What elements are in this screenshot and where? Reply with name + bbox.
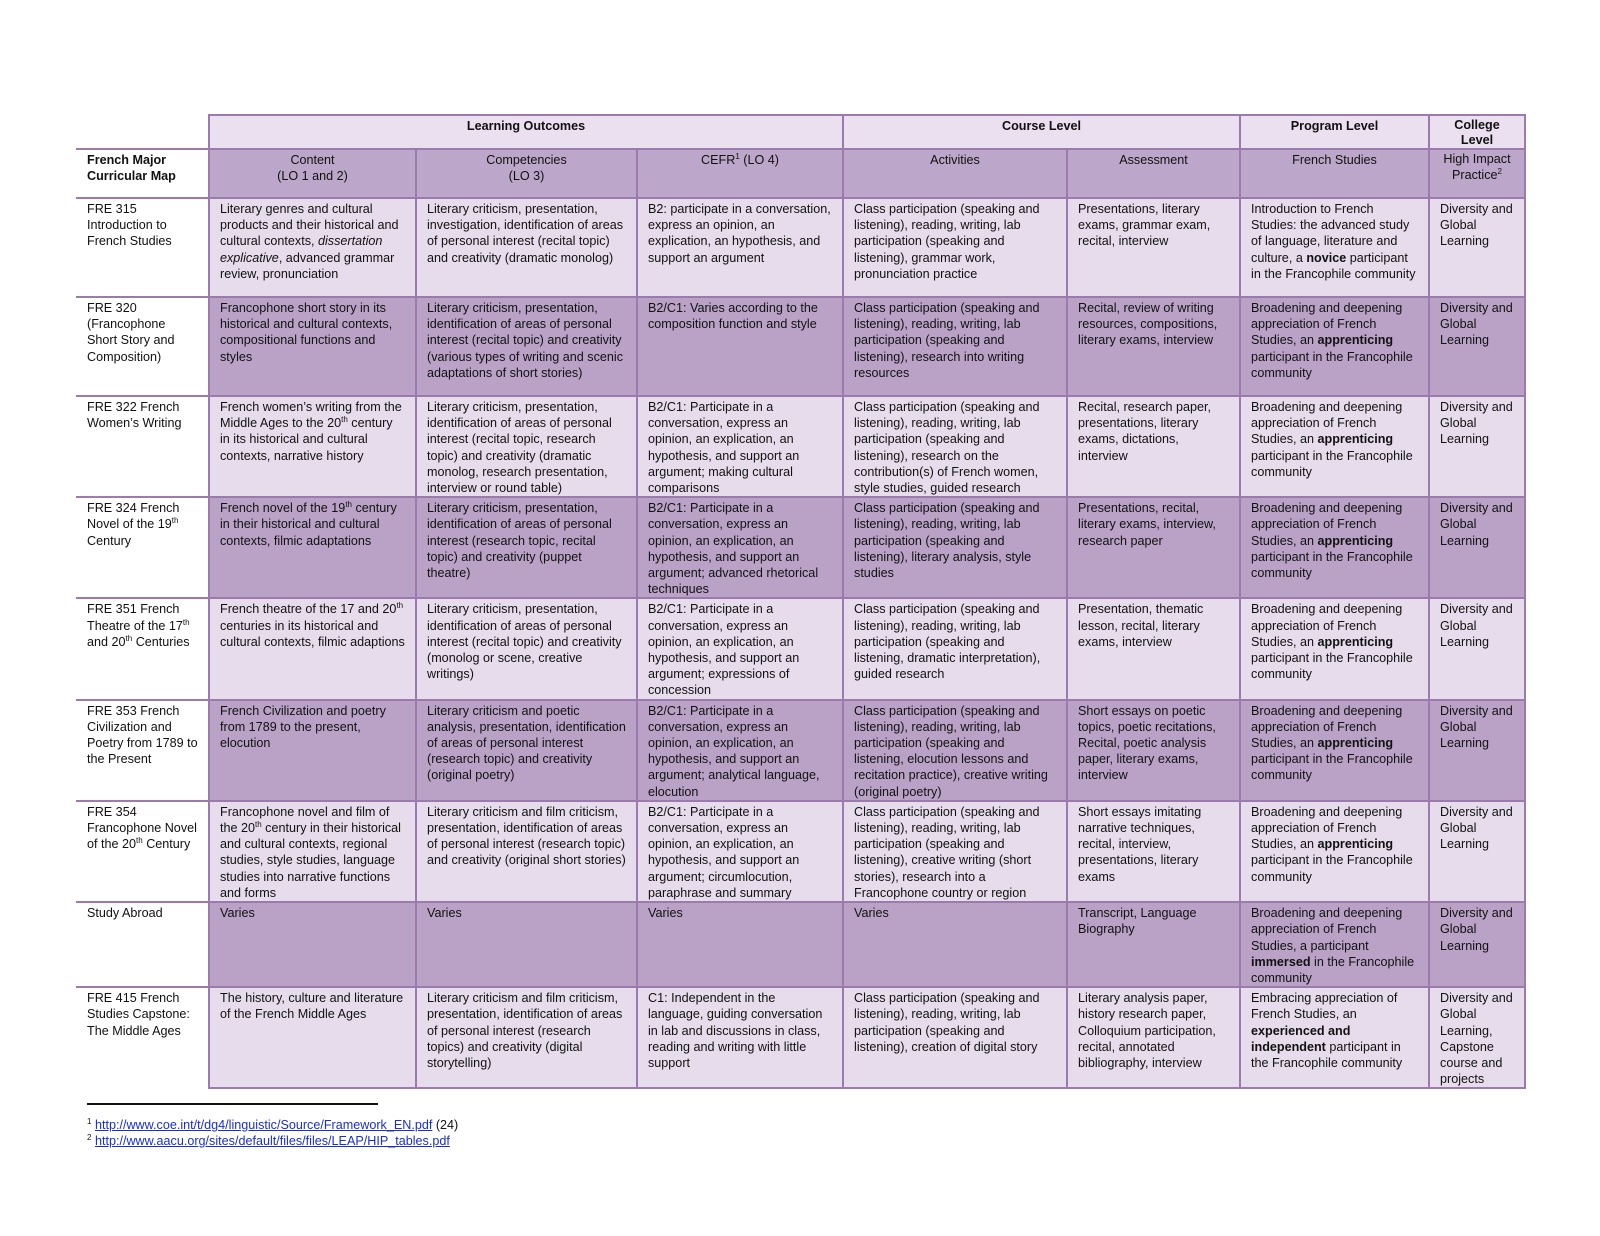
assessment-cell: Presentations, recital, literary exams, interview, research paper [1067,497,1240,598]
table-row [76,396,1525,497]
college-cell: Diversity and Global Learning [1429,700,1525,801]
activities-cell: Class participation (speaking and listening), reading, writing, lab participation (speaking and listening, dramatic interpretation), guided research [843,598,1067,699]
group-header-row [76,115,1525,149]
footnote-2 [87,1134,450,1148]
cefr-cell: B2/C1: Participate in a conversation, express an opinion, an explication, an hypothesis, and support an argument; analytical language, elocution [637,700,843,801]
college-cell: Diversity and Global Learning, Capstone course and projects [1429,987,1525,1088]
cefr-cell: B2/C1: Participate in a conversation, express an opinion, an explication, an hypothesis, and support an argument; circumlocution, paraphrase and summary [637,801,843,902]
group-learning-outcomes: Learning Outcomes [209,115,843,149]
content-cell: French novel of the 19th century in their historical and cultural contexts, filmic adaptations [209,497,416,598]
college-cell: Diversity and Global Learning [1429,598,1525,699]
emphasis-text: dissertation explicative [220,234,383,265]
col-activities: Activities [843,149,1067,198]
competencies-cell: Literary criticism and film criticism, presentation, identification of areas of personal interest (research topics) and creativity (digital storytelling) [416,987,637,1088]
assessment-cell: Recital, review of writing resources, compositions, literary exams, interview [1067,297,1240,396]
course-name: FRE 320 (Francophone Short Story and Composition) [76,297,209,396]
course-name: FRE 354 Francophone Novel of the 20th Century [76,801,209,902]
content-cell: French theatre of the 17 and 20th centuries in its historical and cultural contexts, filmic adaptions [209,598,416,699]
program-emphasis: experienced and independent [1251,1023,1351,1054]
course-name: FRE 351 French Theatre of the 17th and 20th Centuries [76,598,209,699]
program-emphasis: apprenticing [1317,634,1394,649]
col-cefr [637,149,843,198]
competencies-cell: Literary criticism, presentation, identification of areas of personal interest (recital topic) and creativity (various types of writing and scenic adaptations of short stories) [416,297,637,396]
table-row [76,497,1525,598]
table-row [76,700,1525,801]
footnote-link-cefr[interactable]: http://www.coe.int/t/dg4/linguistic/Source/Framework_EN.pdf [94,1118,433,1132]
content-cell: Francophone novel and film of the 20th century in their historical and cultural contexts, regional studies, style studies, language studies into narrative functions and forms [209,801,416,902]
program-emphasis: apprenticing [1317,333,1394,348]
footnote-link-hip[interactable]: http://www.aacu.org/sites/default/files/files/LEAP/HIP_tables.pdf [94,1134,450,1148]
program-cell: Broadening and deepening appreciation of French Studies, an apprenticing participant in the Francophile community [1240,497,1429,598]
college-cell: Diversity and Global Learning [1429,497,1525,598]
program-cell: Introduction to French Studies: the advanced study of language, literature and culture, a novice participant in the Francophile community [1240,198,1429,297]
program-cell: Broadening and deepening appreciation of French Studies, an apprenticing participant in the Francophile community [1240,598,1429,699]
program-cell: Broadening and deepening appreciation of French Studies, an apprenticing participant in the Francophile community [1240,297,1429,396]
footnote-mark: 2 [87,1132,92,1142]
content-cell: French women’s writing from the Middle Ages to the 20th century in its historical and cultural contexts, narrative history [209,396,416,497]
content-cell: Varies [209,902,416,987]
competencies-cell: Varies [416,902,637,987]
group-program-level: Program Level [1240,115,1429,149]
table-row [76,801,1525,902]
footnote-1 [87,1118,458,1132]
table-row [76,902,1525,987]
program-cell: Broadening and deepening appreciation of French Studies, an apprenticing participant in the Francophile community [1240,396,1429,497]
group-college-level: College Level [1429,115,1525,149]
program-cell: Broadening and deepening appreciation of French Studies, an apprenticing participant in the Francophile community [1240,700,1429,801]
program-cell: Broadening and deepening appreciation of French Studies, a participant immersed in the Francophile community [1240,902,1429,987]
activities-cell: Class participation (speaking and listening), reading, writing, lab participation (speaking and listening), grammar work, pronunciation practice [843,198,1067,297]
table-title: French Major Curricular Map [76,149,209,198]
activities-cell: Class participation (speaking and listening), reading, writing, lab participation (speaking and listening), research into writing resources [843,297,1067,396]
table-row [76,987,1525,1088]
program-cell: Embracing appreciation of French Studies, an experienced and independent participant in the Francophile community [1240,987,1429,1088]
curricular-map-table [76,114,1526,1089]
col-cefr-sub: (LO 4) [739,153,779,167]
course-name: FRE 353 French Civilization and Poetry from 1789 to the Present [76,700,209,801]
program-cell: Broadening and deepening appreciation of French Studies, an apprenticing participant in the Francophile community [1240,801,1429,902]
table-row [76,198,1525,297]
footnote-mark: 1 [87,1116,92,1126]
competencies-cell: Literary criticism, presentation, identification of areas of personal interest (recital topic) and creativity (monolog or scene, creative writings) [416,598,637,699]
cefr-cell: B2/C1: Varies according to the composition function and style [637,297,843,396]
activities-cell: Varies [843,902,1067,987]
course-name: FRE 324 French Novel of the 19th Century [76,497,209,598]
content-cell: French Civilization and poetry from 1789 to the present, elocution [209,700,416,801]
footnote-suffix: (24) [432,1118,459,1132]
col-competencies [416,149,637,198]
content-cell: Literary genres and cultural products and their historical and cultural contexts, dissertation explicative, advanced grammar review, pronunciation [209,198,416,297]
college-cell: Diversity and Global Learning [1429,297,1525,396]
program-emphasis: apprenticing [1317,837,1394,852]
college-cell: Diversity and Global Learning [1429,801,1525,902]
corner-blank [76,115,209,149]
cefr-cell: B2/C1: Participate in a conversation, express an opinion, an explication, an hypothesis, and support an argument; expressions of concession [637,598,843,699]
assessment-cell: Literary analysis paper, history research paper, Colloquium participation, recital, annotated bibliography, interview [1067,987,1240,1088]
col-competencies-sub: (LO 3) [508,169,545,184]
program-emphasis: apprenticing [1317,533,1394,548]
footnote-ref-2: 2 [1497,166,1502,176]
assessment-cell: Recital, research paper, presentations, literary exams, dictations, interview [1067,396,1240,497]
assessment-cell: Transcript, Language Biography [1067,902,1240,987]
col-content-label: Content [290,153,335,167]
course-name: Study Abroad [76,902,209,987]
col-french-studies: French Studies [1240,149,1429,198]
col-hip [1429,149,1525,198]
table-row [76,297,1525,396]
cefr-cell: B2: participate in a conversation, express an opinion, an explication, an hypothesis, and support an argument [637,198,843,297]
competencies-cell: Literary criticism, presentation, identification of areas of personal interest (recital topic, research topic) and creativity (dramatic monolog, research presentation, interview or round table) [416,396,637,497]
footnote-ref-1: 1 [735,151,740,161]
col-content-sub: (LO 1 and 2) [277,169,348,184]
cefr-cell: B2/C1: Participate in a conversation, express an opinion, an explication, an hypothesis, and support an argument; advanced rhetorical techniques [637,497,843,598]
program-emphasis: apprenticing [1317,736,1394,751]
program-emphasis: novice [1306,250,1347,265]
col-competencies-label: Competencies [486,153,567,167]
footnote-divider [87,1103,378,1105]
program-emphasis: immersed [1251,954,1311,969]
activities-cell: Class participation (speaking and listening), reading, writing, lab participation (speaking and listening, elocution lessons and recitation practice), creative writing (original poetry) [843,700,1067,801]
course-name: FRE 315 Introduction to French Studies [76,198,209,297]
content-cell: Francophone short story in its historical and cultural contexts, compositional functions and styles [209,297,416,396]
col-content [209,149,416,198]
competencies-cell: Literary criticism, presentation, identification of areas of personal interest (research topic, recital topic) and creativity (puppet theatre) [416,497,637,598]
competencies-cell: Literary criticism and poetic analysis, presentation, identification of areas of personal interest (research topic) and creativity (original poetry) [416,700,637,801]
course-name: FRE 415 French Studies Capstone: The Middle Ages [87,991,190,1038]
table-row [76,598,1525,699]
activities-cell: Class participation (speaking and listening), reading, writing, lab participation (speaking and listening), creation of digital story [843,987,1067,1088]
content-cell: The history, culture and literature of the French Middle Ages [209,987,416,1088]
competencies-cell: Literary criticism and film criticism, presentation, identification of areas of personal interest (research topic) and creativity (original short stories) [416,801,637,902]
program-emphasis: apprenticing [1317,432,1394,447]
cefr-cell: B2/C1: Participate in a conversation, express an opinion, an explication, an hypothesis, and support an argument; making cultural comparisons [637,396,843,497]
assessment-cell: Presentations, literary exams, grammar exam, recital, interview [1067,198,1240,297]
cefr-cell: C1: Independent in the language, guiding conversation in lab and discussions in class, reading and writing with little support [637,987,843,1088]
col-cefr-label: CEFR [701,153,736,167]
competencies-cell: Literary criticism, presentation, investigation, identification of areas of personal interest (recital topic) and creativity (dramatic monolog) [416,198,637,297]
col-assessment: Assessment [1067,149,1240,198]
group-course-level: Course Level [843,115,1240,149]
cefr-cell: Varies [637,902,843,987]
activities-cell: Class participation (speaking and listening), reading, writing, lab participation (speaking and listening), research on the contribution(s) of French women, style studies, guided research [843,396,1067,497]
college-cell: Diversity and Global Learning [1429,198,1525,297]
activities-cell: Class participation (speaking and listening), reading, writing, lab participation (speaking and listening), creative writing (short stories), research into a Francophone country or region [843,801,1067,902]
assessment-cell: Short essays on poetic topics, poetic recitations, Recital, poetic analysis paper, literary exams, interview [1067,700,1240,801]
college-cell: Diversity and Global Learning [1429,902,1525,987]
course-name: FRE 322 French Women’s Writing [76,396,209,497]
activities-cell: Class participation (speaking and listening), reading, writing, lab participation (speaking and listening), literary analysis, style studies [843,497,1067,598]
assessment-cell: Presentation, thematic lesson, recital, literary exams, interview [1067,598,1240,699]
college-cell: Diversity and Global Learning [1429,396,1525,497]
column-header-row [76,149,1525,198]
col-hip-label: High Impact Practice [1443,152,1511,182]
assessment-cell: Short essays imitating narrative techniques, recital, interview, presentations, literary exams [1067,801,1240,902]
